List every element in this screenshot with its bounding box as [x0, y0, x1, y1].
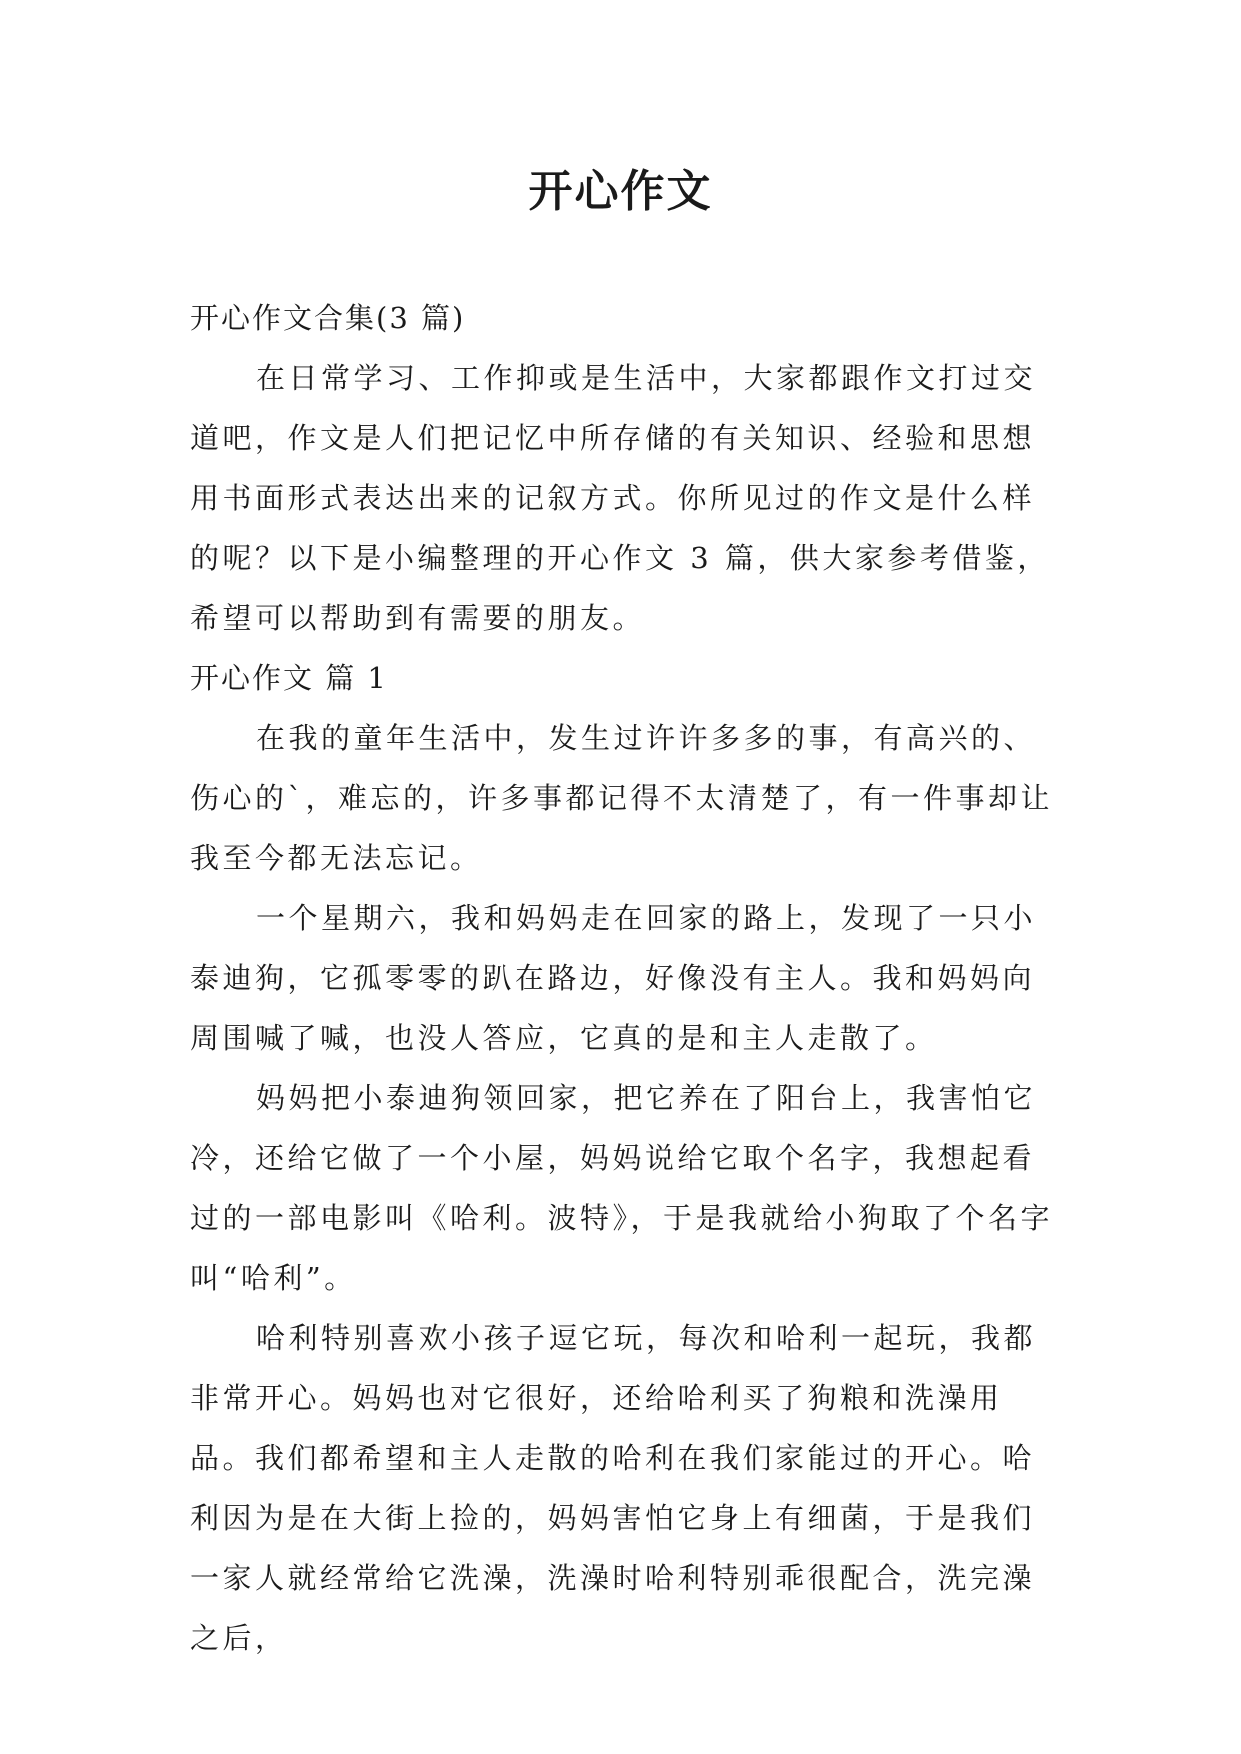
essay-paragraph: 妈妈把小泰迪狗领回家，把它养在了阳台上，我害怕它冷，还给它做了一个小屋，妈妈说给它取个名字，我想起看过的一部电影叫《哈利。波特》，于是我就给小狗取了个名字叫“哈利”。 [190, 1081, 1054, 1295]
document-title: 开心作文 [528, 166, 713, 217]
collection-subtitle: 开心作文合集(3 篇) [190, 301, 466, 335]
document-body [190, 288, 1060, 1668]
essay-paragraph: 哈利特别喜欢小孩子逗它玩，每次和哈利一起玩，我都非常开心。妈妈也对它很好，还给哈利买了狗粮和洗澡用品。我们都希望和主人走散的哈利在我们家能过的开心。哈利因为是在大街上捡的，妈妈害怕它身上有细菌，于是我们一家人就经常给它洗澡，洗澡时哈利特别乖很配合，洗完澡之后， [190, 1321, 1037, 1655]
intro-paragraph: 在日常学习、工作抑或是生活中，大家都跟作文打过交道吧，作文是人们把记忆中所存储的有关知识、经验和思想用书面形式表达出来的记叙方式。你所见过的作文是什么样的呢？以下是小编整理的开心作文 3 篇，供大家参考借鉴，希望可以帮助到有需要的朋友。 [190, 361, 1050, 635]
essay-paragraph: 在我的童年生活中，发生过许许多多的事，有高兴的、伤心的`，难忘的，许多事都记得不太清楚了，有一件事却让我至今都无法忘记。 [190, 721, 1054, 875]
section-heading: 开心作文 篇 1 [190, 661, 388, 695]
essay-paragraph: 一个星期六，我和妈妈走在回家的路上，发现了一只小泰迪狗，它孤零零的趴在路边，好像没有主人。我和妈妈向周围喊了喊，也没人答应，它真的是和主人走散了。 [190, 901, 1037, 1055]
